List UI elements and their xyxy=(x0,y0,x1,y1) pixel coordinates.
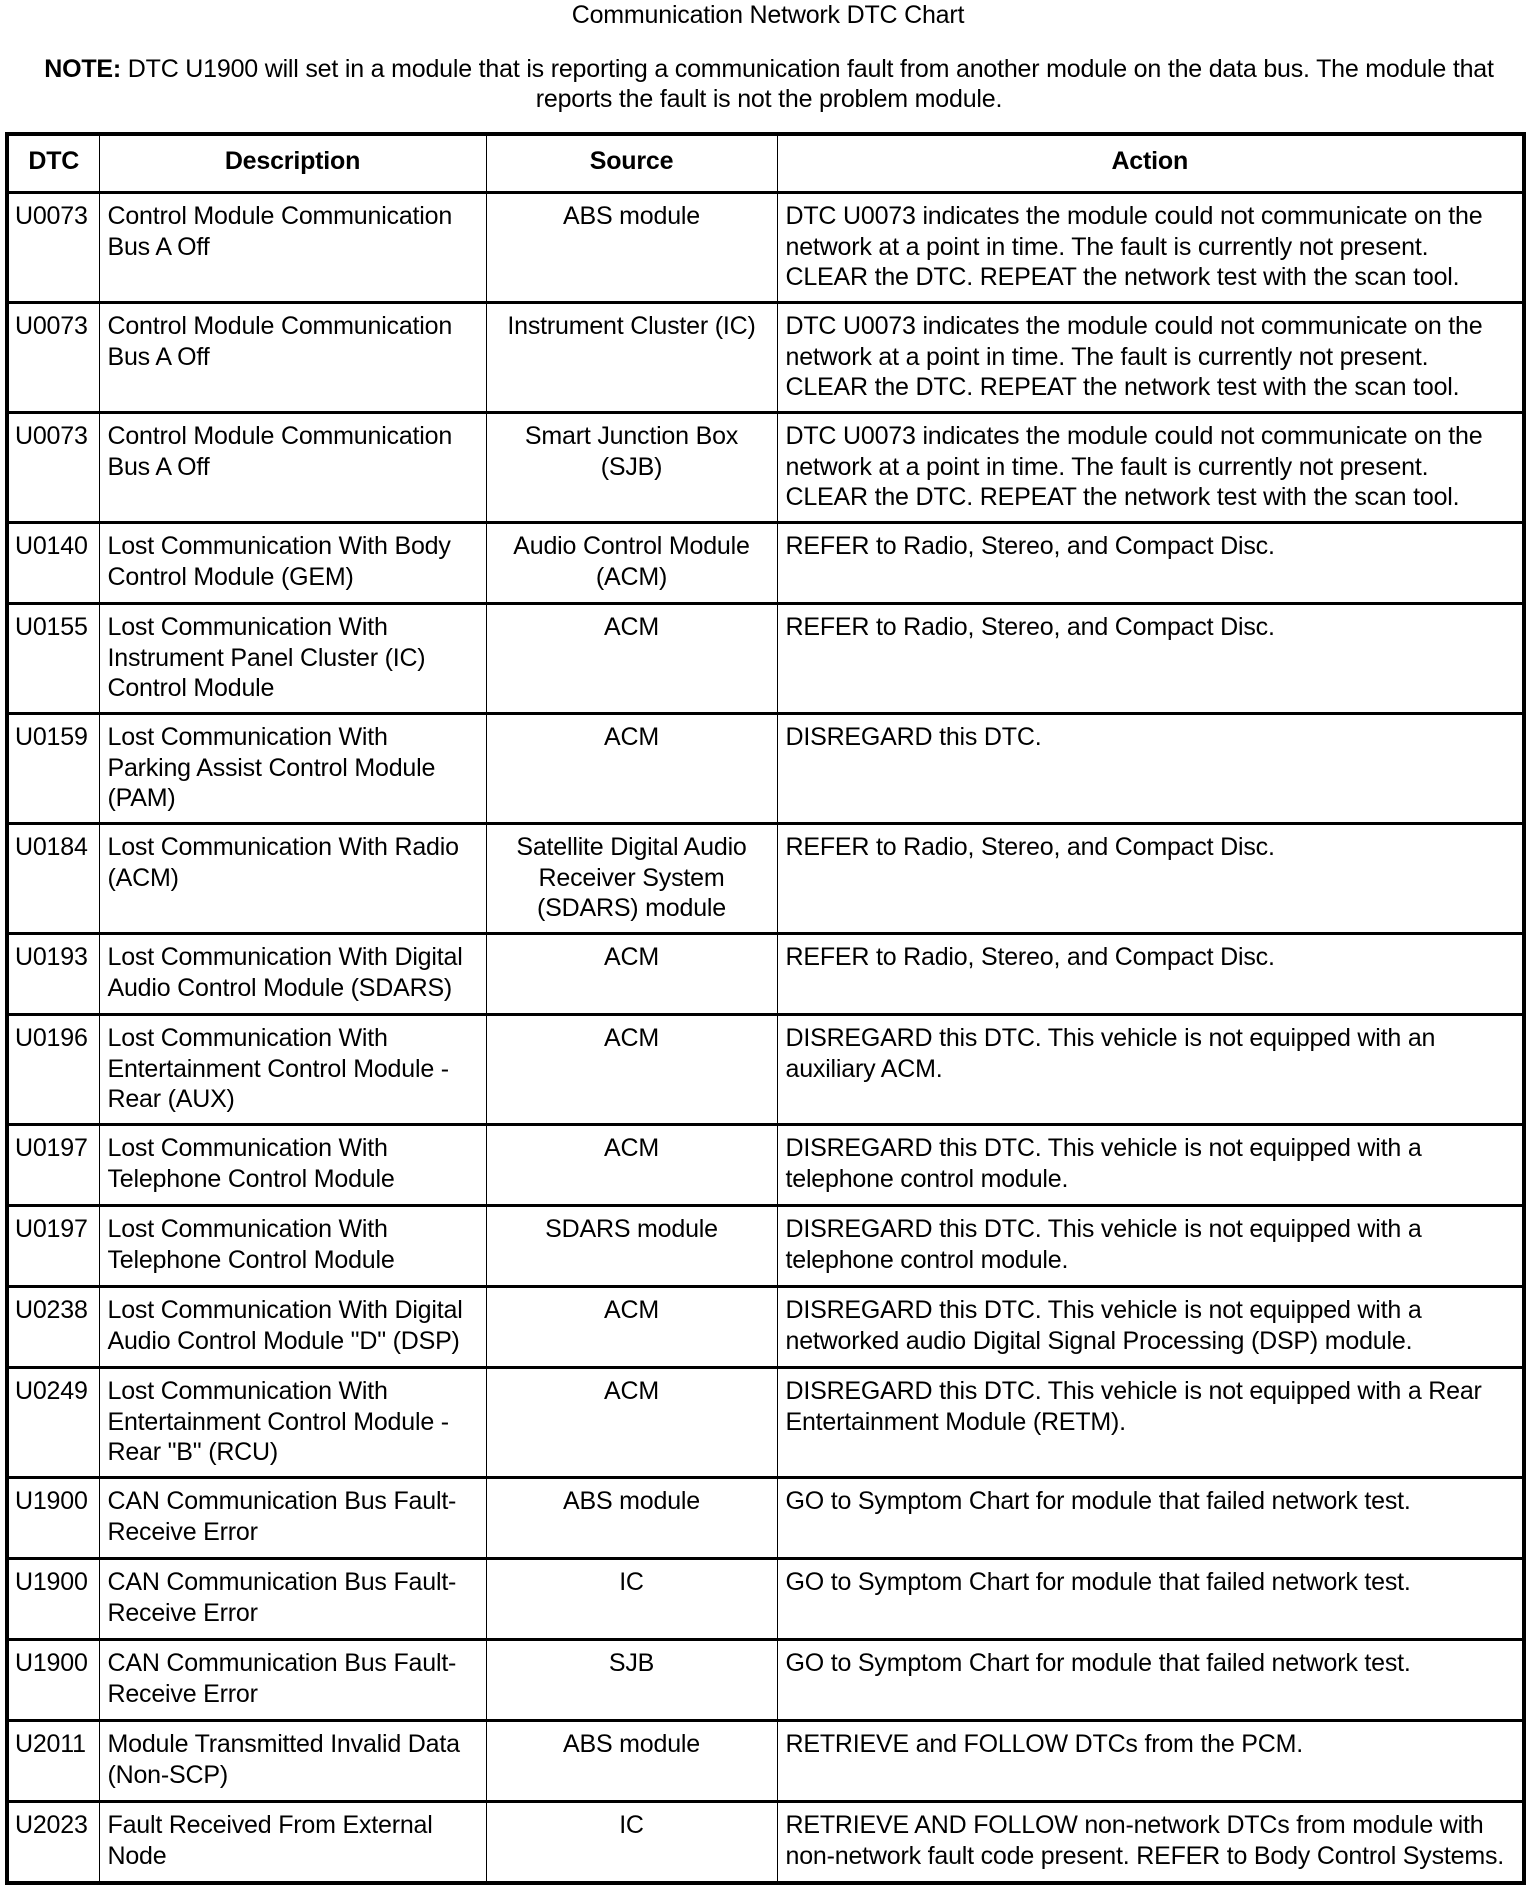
cell-description: Lost Communication With Body Control Module (GEM) xyxy=(99,523,486,604)
cell-action: DISREGARD this DTC. This vehicle is not equipped with a telephone control module. xyxy=(777,1125,1524,1206)
cell-description: Lost Communication With Digital Audio Control Module (SDARS) xyxy=(99,934,486,1015)
cell-action: DTC U0073 indicates the module could not communicate on the network at a point in time. The fault is currently not present. CLEAR the DTC. REPEAT the network test with the scan tool. xyxy=(777,303,1524,413)
cell-action: GO to Symptom Chart for module that failed network test. xyxy=(777,1559,1524,1640)
cell-source: IC xyxy=(486,1802,777,1884)
cell-source: Satellite Digital Audio Receiver System (SDARS) module xyxy=(486,824,777,934)
table-row xyxy=(7,1015,1524,1125)
cell-dtc: U0193 xyxy=(7,934,99,1015)
table-row xyxy=(7,193,1524,303)
cell-description: CAN Communication Bus Fault-Receive Error xyxy=(99,1559,486,1640)
cell-description: Lost Communication With Parking Assist Control Module (PAM) xyxy=(99,714,486,824)
table-header-row xyxy=(7,134,1524,193)
cell-action: REFER to Radio, Stereo, and Compact Disc. xyxy=(777,523,1524,604)
cell-source: ACM xyxy=(486,1015,777,1125)
cell-dtc: U0155 xyxy=(7,604,99,714)
table-row xyxy=(7,1721,1524,1802)
cell-description: Lost Communication With Instrument Panel Cluster (IC) Control Module xyxy=(99,604,486,714)
table-row xyxy=(7,1287,1524,1368)
cell-action: GO to Symptom Chart for module that failed network test. xyxy=(777,1640,1524,1721)
note xyxy=(14,54,1524,114)
cell-description: Fault Received From External Node xyxy=(99,1802,486,1884)
cell-dtc: U0249 xyxy=(7,1368,99,1478)
cell-description: Lost Communication With Telephone Control Module xyxy=(99,1206,486,1287)
cell-source: ABS module xyxy=(486,193,777,303)
table-row xyxy=(7,934,1524,1015)
cell-action: GO to Symptom Chart for module that failed network test. xyxy=(777,1478,1524,1559)
note-label: NOTE: xyxy=(44,55,122,83)
cell-dtc: U1900 xyxy=(7,1478,99,1559)
cell-source: ACM xyxy=(486,1287,777,1368)
cell-action: DTC U0073 indicates the module could not communicate on the network at a point in time. The fault is currently not present. CLEAR the DTC. REPEAT the network test with the scan tool. xyxy=(777,413,1524,523)
table-row xyxy=(7,714,1524,824)
cell-dtc: U0073 xyxy=(7,413,99,523)
cell-dtc: U0159 xyxy=(7,714,99,824)
cell-dtc: U0073 xyxy=(7,303,99,413)
table-row xyxy=(7,413,1524,523)
cell-dtc: U0140 xyxy=(7,523,99,604)
cell-source: Audio Control Module (ACM) xyxy=(486,523,777,604)
cell-description: Lost Communication With Telephone Control Module xyxy=(99,1125,486,1206)
cell-dtc: U2023 xyxy=(7,1802,99,1884)
cell-action: DISREGARD this DTC. This vehicle is not equipped with a networked audio Digital Signal Processing (DSP) module. xyxy=(777,1287,1524,1368)
table-row xyxy=(7,1368,1524,1478)
table-row xyxy=(7,824,1524,934)
cell-action: REFER to Radio, Stereo, and Compact Disc. xyxy=(777,824,1524,934)
cell-action: DISREGARD this DTC. xyxy=(777,714,1524,824)
cell-dtc: U2011 xyxy=(7,1721,99,1802)
cell-description: Lost Communication With Digital Audio Control Module "D" (DSP) xyxy=(99,1287,486,1368)
note-text: DTC U1900 will set in a module that is reporting a communication fault from another module on the data bus. The module that reports the fault is not the problem module. xyxy=(121,55,1494,113)
dtc-table xyxy=(5,132,1526,1885)
cell-description: Control Module Communication Bus A Off xyxy=(99,303,486,413)
table-row xyxy=(7,1640,1524,1721)
header-source: Source xyxy=(486,134,777,193)
table-row xyxy=(7,1125,1524,1206)
table-row xyxy=(7,1478,1524,1559)
cell-source: SJB xyxy=(486,1640,777,1721)
cell-dtc: U0197 xyxy=(7,1125,99,1206)
cell-dtc: U0197 xyxy=(7,1206,99,1287)
header-dtc: DTC xyxy=(7,134,99,193)
table-row xyxy=(7,604,1524,714)
cell-source: IC xyxy=(486,1559,777,1640)
cell-description: Lost Communication With Entertainment Control Module - Rear (AUX) xyxy=(99,1015,486,1125)
cell-source: ACM xyxy=(486,1368,777,1478)
header-description: Description xyxy=(99,134,486,193)
cell-description: Module Transmitted Invalid Data (Non-SCP) xyxy=(99,1721,486,1802)
cell-source: ABS module xyxy=(486,1478,777,1559)
cell-action: REFER to Radio, Stereo, and Compact Disc. xyxy=(777,934,1524,1015)
cell-action: DISREGARD this DTC. This vehicle is not equipped with a telephone control module. xyxy=(777,1206,1524,1287)
cell-description: Control Module Communication Bus A Off xyxy=(99,193,486,303)
cell-description: Lost Communication With Entertainment Control Module - Rear "B" (RCU) xyxy=(99,1368,486,1478)
cell-dtc: U1900 xyxy=(7,1559,99,1640)
cell-source: ACM xyxy=(486,1125,777,1206)
cell-dtc: U1900 xyxy=(7,1640,99,1721)
cell-action: DISREGARD this DTC. This vehicle is not equipped with a Rear Entertainment Module (RETM). xyxy=(777,1368,1524,1478)
table-row xyxy=(7,1559,1524,1640)
table-row xyxy=(7,1206,1524,1287)
cell-action: DTC U0073 indicates the module could not communicate on the network at a point in time. The fault is currently not present. CLEAR the DTC. REPEAT the network test with the scan tool. xyxy=(777,193,1524,303)
cell-source: ACM xyxy=(486,934,777,1015)
cell-action: DISREGARD this DTC. This vehicle is not equipped with an auxiliary ACM. xyxy=(777,1015,1524,1125)
cell-action: RETRIEVE and FOLLOW DTCs from the PCM. xyxy=(777,1721,1524,1802)
header-action: Action xyxy=(777,134,1524,193)
cell-source: Smart Junction Box (SJB) xyxy=(486,413,777,523)
cell-description: CAN Communication Bus Fault-Receive Error xyxy=(99,1478,486,1559)
cell-dtc: U0073 xyxy=(7,193,99,303)
cell-description: Control Module Communication Bus A Off xyxy=(99,413,486,523)
table-row xyxy=(7,303,1524,413)
cell-dtc: U0238 xyxy=(7,1287,99,1368)
cell-description: Lost Communication With Radio (ACM) xyxy=(99,824,486,934)
cell-action: REFER to Radio, Stereo, and Compact Disc. xyxy=(777,604,1524,714)
cell-dtc: U0196 xyxy=(7,1015,99,1125)
cell-source: Instrument Cluster (IC) xyxy=(486,303,777,413)
table-row xyxy=(7,523,1524,604)
cell-source: ABS module xyxy=(486,1721,777,1802)
table-row xyxy=(7,1802,1524,1884)
cell-dtc: U0184 xyxy=(7,824,99,934)
cell-source: ACM xyxy=(486,714,777,824)
cell-source: ACM xyxy=(486,604,777,714)
cell-action: RETRIEVE AND FOLLOW non-network DTCs from module with non-network fault code present. REFER to Body Control Systems. xyxy=(777,1802,1524,1884)
cell-description: CAN Communication Bus Fault-Receive Error xyxy=(99,1640,486,1721)
document-title: Communication Network DTC Chart xyxy=(571,1,965,29)
cell-source: SDARS module xyxy=(486,1206,777,1287)
